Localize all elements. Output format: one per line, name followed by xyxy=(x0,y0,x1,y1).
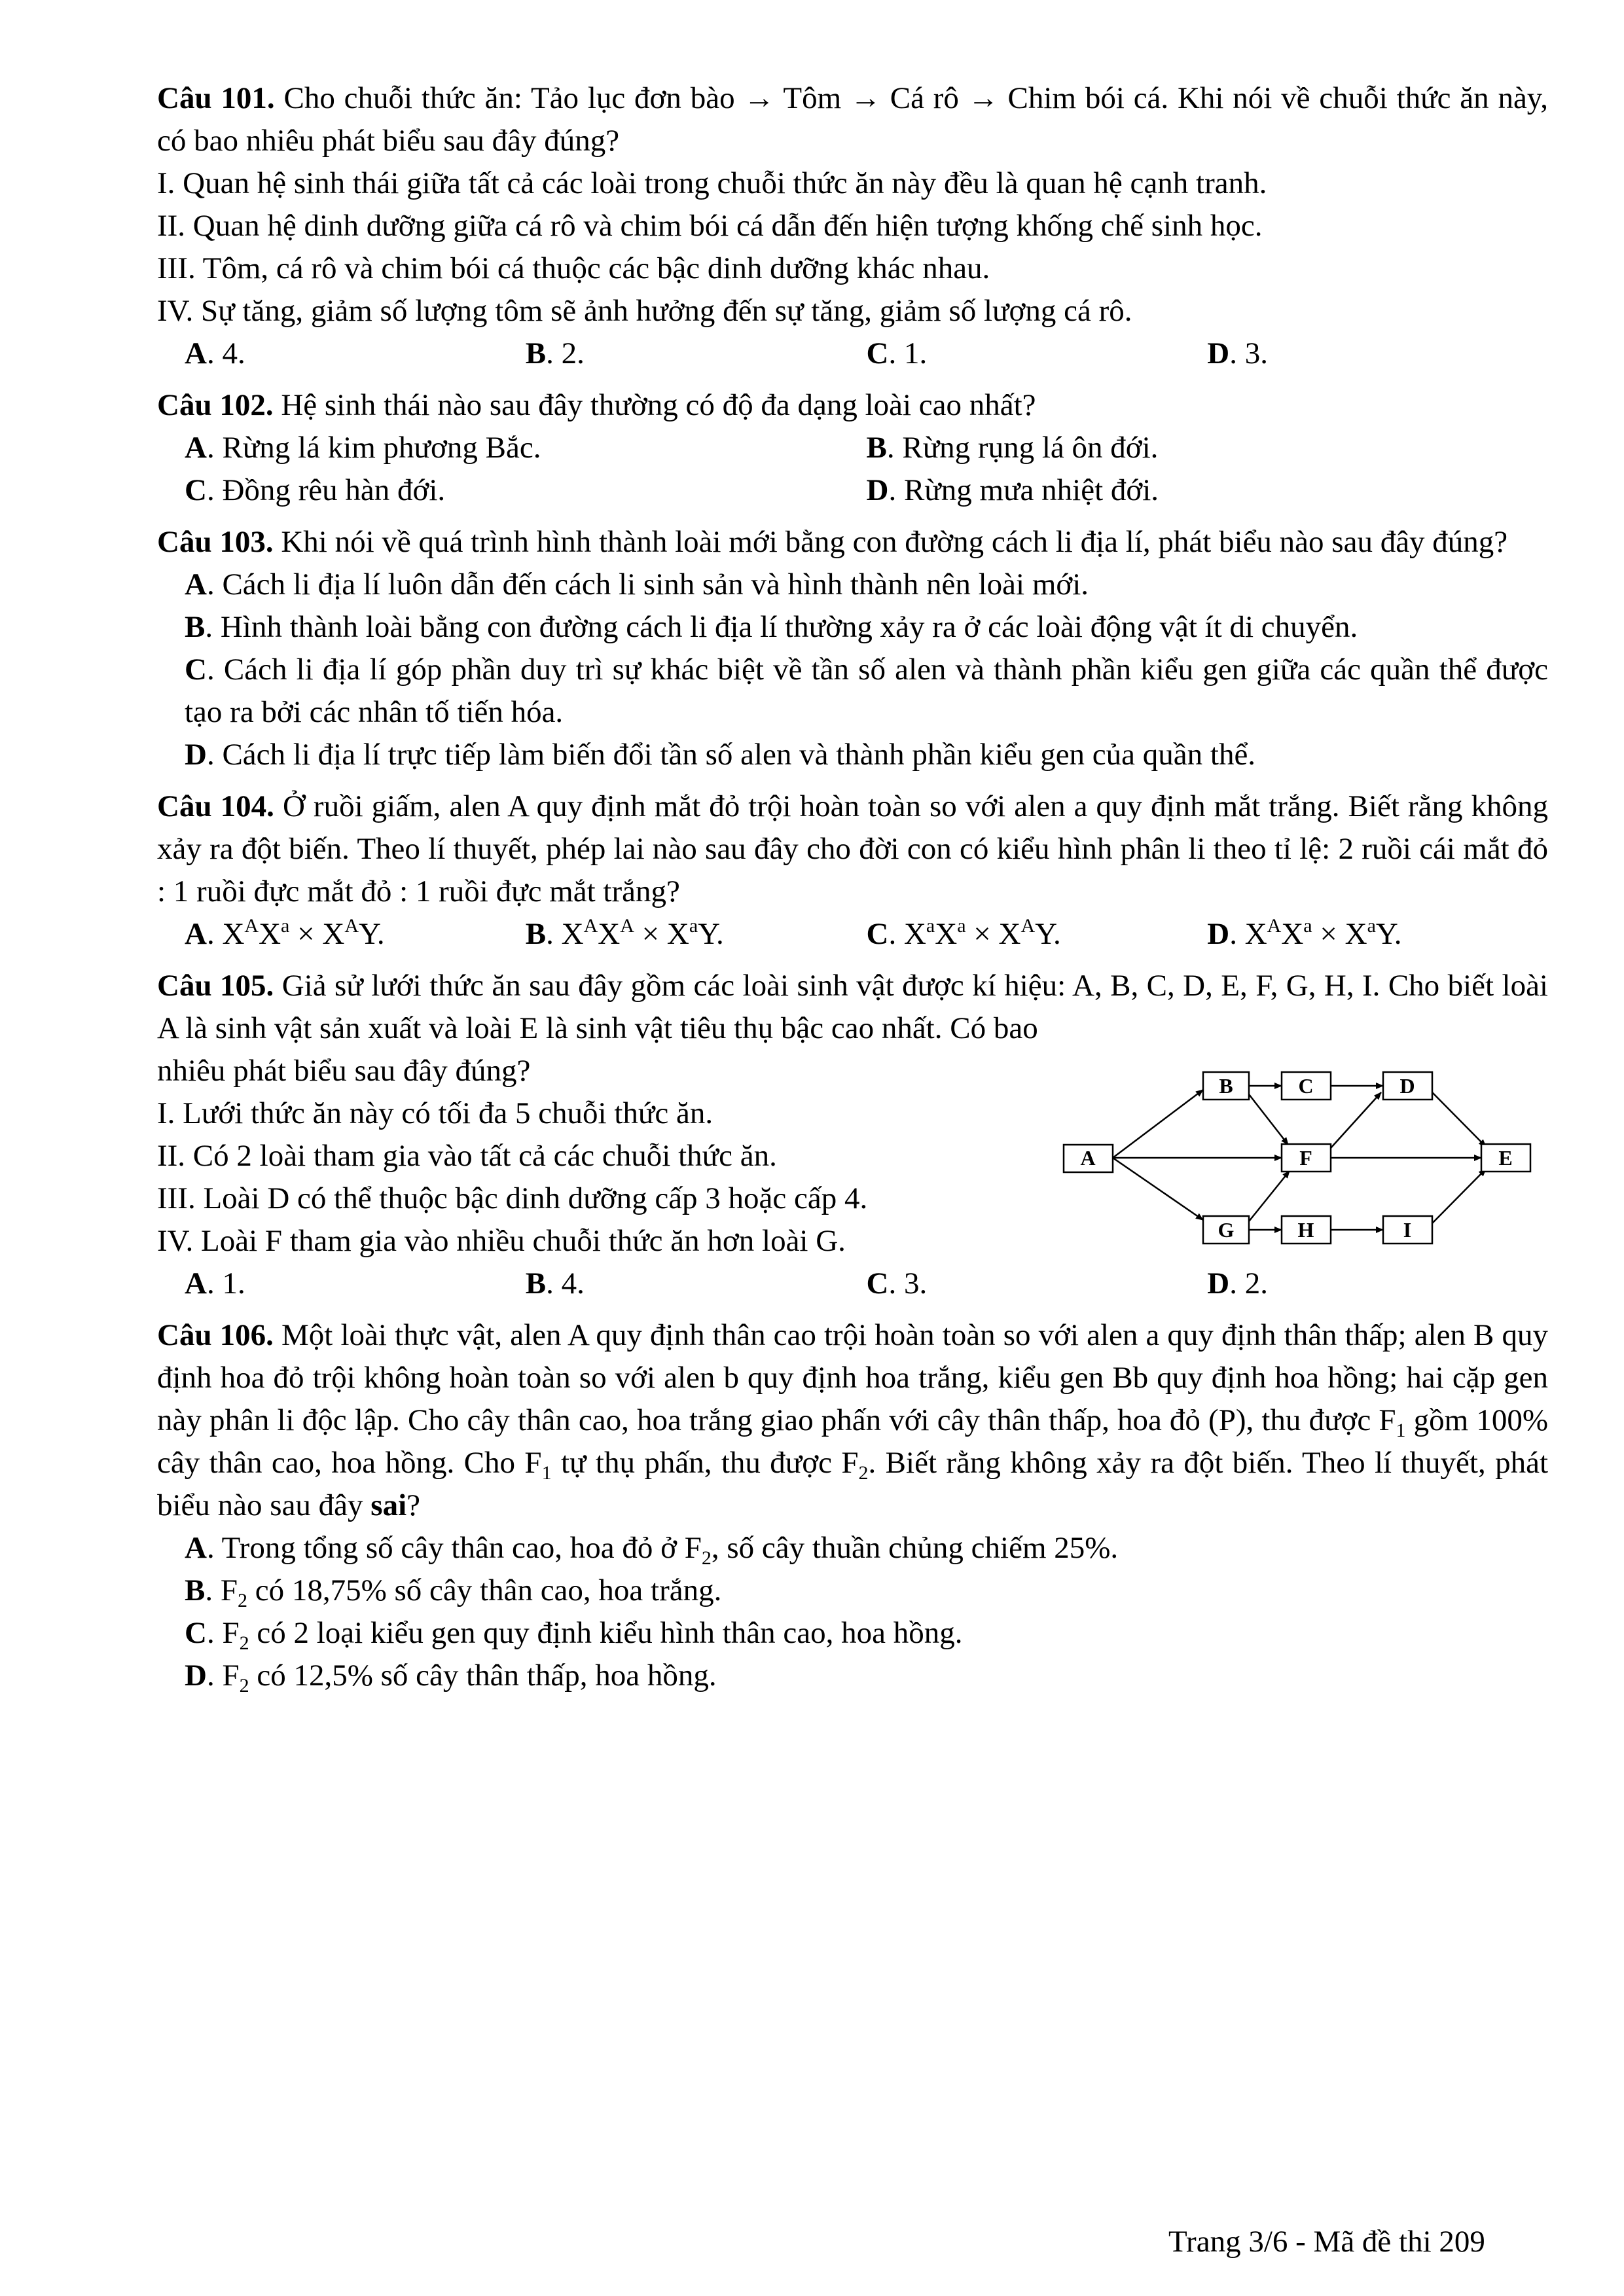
option-letter: A xyxy=(185,567,207,601)
option-text: . 1. xyxy=(206,1266,245,1300)
genotype-part: Y. xyxy=(1035,917,1061,951)
statement-4: IV. Sự tăng, giảm số lượng tôm sẽ ảnh hưởng đến sự tăng, giảm số lượng cá rô. xyxy=(157,294,1132,328)
option-a[interactable] xyxy=(185,332,526,375)
option-letter: A xyxy=(185,431,207,465)
option-c[interactable] xyxy=(867,332,1208,375)
question-103-stem xyxy=(157,521,1548,564)
allele-sup: a xyxy=(281,915,290,937)
option-letter: B xyxy=(525,917,547,951)
genotype-part: Y. xyxy=(358,917,385,951)
option-letter: C xyxy=(866,1266,889,1300)
node-f-label: F xyxy=(1299,1146,1312,1170)
options-row xyxy=(157,469,1548,512)
option-text: . Đồng rêu hàn đới. xyxy=(206,473,446,507)
question-text-continued: nhiêu phát biểu sau đây đúng? xyxy=(157,1054,531,1088)
option-letter: D xyxy=(185,738,207,772)
node-d xyxy=(1383,1072,1432,1100)
option-letter: A xyxy=(185,1266,207,1300)
option-b[interactable] xyxy=(526,913,867,956)
options-row xyxy=(157,913,1548,956)
option-letter: D xyxy=(1207,336,1230,370)
statement-4: IV. Loài F tham gia vào nhiều chuỗi thức ăn hơn loài G. xyxy=(157,1224,846,1258)
option-c[interactable] xyxy=(867,913,1208,956)
edge-b-f xyxy=(1249,1094,1288,1145)
option-b[interactable] xyxy=(157,606,1548,649)
genotype-part: X xyxy=(1244,917,1267,951)
option-text: . 3. xyxy=(1229,336,1268,370)
option-c[interactable] xyxy=(157,1612,1548,1655)
option-text: . 3. xyxy=(888,1266,928,1300)
question-104 xyxy=(157,785,1548,956)
option-a[interactable] xyxy=(157,1527,1548,1570)
option-letter: B xyxy=(185,1573,206,1607)
option-d[interactable] xyxy=(157,1655,1548,1697)
option-text: . Cách li địa lí trực tiếp làm biến đổi tần số alen và thành phần kiểu gen của quần thể. xyxy=(206,738,1256,772)
question-104-stem xyxy=(157,785,1548,913)
question-102-stem xyxy=(157,384,1548,427)
option-text: . F xyxy=(205,1573,238,1607)
node-h xyxy=(1282,1216,1331,1244)
option-letter: C xyxy=(185,1616,207,1650)
question-label: Câu 103. xyxy=(157,525,274,559)
subscript: 2 xyxy=(239,1675,249,1696)
genotype-part: X xyxy=(935,917,958,951)
genotype-part: × X xyxy=(289,917,345,951)
question-text: ? xyxy=(406,1488,421,1522)
allele-sup: a xyxy=(957,915,966,937)
question-label: Câu 105. xyxy=(157,969,274,1003)
option-sep: . xyxy=(888,917,904,951)
option-c[interactable] xyxy=(185,469,867,512)
options-row xyxy=(157,427,1548,469)
option-text: . Rừng lá kim phương Bắc. xyxy=(206,431,541,465)
node-b xyxy=(1203,1072,1249,1100)
node-g-label: G xyxy=(1218,1218,1235,1242)
allele-sup: A xyxy=(344,915,359,937)
genotype-part: X xyxy=(598,917,621,951)
node-c-label: C xyxy=(1298,1074,1314,1098)
node-e-label: E xyxy=(1498,1146,1513,1170)
genotype-part: × X xyxy=(634,917,689,951)
subscript: 2 xyxy=(239,1632,249,1654)
question-text: . Biết rằng không xảy ra đột biến. Theo lí thuyết, phát biểu nào sau đây xyxy=(157,1446,1549,1522)
option-text: , số cây thuần chủng chiếm 25%. xyxy=(711,1531,1119,1565)
subscript: 2 xyxy=(858,1462,869,1484)
option-text: . 2. xyxy=(1229,1266,1268,1300)
subscript: 2 xyxy=(701,1547,712,1569)
question-106 xyxy=(157,1314,1548,1697)
option-text: . Trong tổng số cây thân cao, hoa đỏ ở F xyxy=(206,1531,702,1565)
statement-1: I. Lưới thức ăn này có tối đa 5 chuỗi thức ăn. xyxy=(157,1096,713,1130)
statement-1: I. Quan hệ sinh thái giữa tất cả các loài trong chuỗi thức ăn này đều là quan hệ cạnh tranh. xyxy=(157,166,1267,200)
subscript: 2 xyxy=(238,1590,247,1611)
option-b[interactable] xyxy=(157,1570,1548,1612)
node-i-label: I xyxy=(1403,1218,1412,1242)
allele-sup: A xyxy=(1020,915,1036,937)
statement-3: III. Loài D có thể thuộc bậc dinh dưỡng cấp 3 hoặc cấp 4. xyxy=(157,1181,868,1215)
option-text: . Hình thành loài bằng con đường cách li địa lí thường xảy ra ở các loài động vật ít di chuyển. xyxy=(205,610,1358,644)
question-101 xyxy=(157,77,1548,375)
allele-sup: a xyxy=(1303,915,1312,937)
question-text: Một loài thực vật, alen A quy định thân cao trội hoàn toàn so với alen a quy định thân thấp; alen B quy định hoa đỏ trội không hoàn toàn so với alen b quy định hoa trắng, kiểu gen Bb quy định hoa hồng; hai cặp gen này phân li độc lập. Cho cây thân cao, hoa trắng giao phấn với cây thân thấp, hoa đỏ (P), thu được F xyxy=(157,1318,1548,1437)
option-letter: B xyxy=(525,336,547,370)
question-label: Câu 106. xyxy=(157,1318,274,1352)
node-b-label: B xyxy=(1219,1074,1233,1098)
option-letter: B xyxy=(525,1266,547,1300)
node-d-label: D xyxy=(1399,1074,1415,1098)
options-row xyxy=(157,1263,1548,1305)
option-letter: C xyxy=(185,653,207,687)
allele-sup: A xyxy=(1267,915,1282,937)
node-e xyxy=(1481,1144,1530,1172)
option-letter: D xyxy=(185,1659,207,1693)
genotype-part: X xyxy=(903,917,926,951)
option-letter: A xyxy=(185,917,207,951)
question-text: Ở ruồi giấm, alen A quy định mắt đỏ trội hoàn toàn so với alen a quy định mắt trắng. Biết rằng không xảy ra đột biến. Theo lí thuyết, phép lai nào sau đây cho đời con có kiểu hình phân li theo tỉ lệ: 2 ruồi cái mắt đỏ : 1 ruồi đực mắt đỏ : 1 ruồi đực mắt trắng? xyxy=(157,789,1548,908)
options-row xyxy=(157,332,1548,375)
question-label: Câu 104. xyxy=(157,789,274,823)
option-text: . 4. xyxy=(206,336,245,370)
edge-f-d xyxy=(1331,1092,1381,1148)
genotype-part: Y. xyxy=(1375,917,1402,951)
option-b[interactable] xyxy=(526,1263,867,1305)
node-a-label: A xyxy=(1080,1146,1096,1170)
option-text: có 2 loại kiểu gen quy định kiểu hình thân cao, hoa hồng. xyxy=(249,1616,963,1650)
option-c[interactable] xyxy=(867,1263,1208,1305)
option-sep: . xyxy=(546,917,562,951)
statement-2: II. Quan hệ dinh dưỡng giữa cá rô và chim bói cá dẫn đến hiện tượng khống chế sinh học. xyxy=(157,209,1263,243)
question-label: Câu 101. xyxy=(157,81,275,115)
question-text: tự thụ phấn, thu được F xyxy=(551,1446,859,1480)
edge-a-b xyxy=(1113,1090,1203,1158)
option-text: . F xyxy=(206,1616,240,1650)
statement-2: II. Có 2 loài tham gia vào tất cả các chuỗi thức ăn. xyxy=(157,1139,777,1173)
option-d[interactable] xyxy=(1207,332,1548,375)
option-c[interactable] xyxy=(157,649,1548,734)
option-sep: . xyxy=(206,917,223,951)
option-d[interactable] xyxy=(1207,913,1548,956)
genotype-part: × X xyxy=(1312,917,1367,951)
statements-column xyxy=(157,1050,1074,1263)
node-a xyxy=(1064,1145,1113,1172)
question-text: Cho chuỗi thức ăn: Tảo lục đơn bào → Tôm → Cá rô → Chim bói cá. Khi nói về chuỗi thức ăn này, có bao nhiêu phát biểu sau đây đúng? xyxy=(157,81,1548,158)
question-text: Giả sử lưới thức ăn sau đây gồm các loài sinh vật được kí hiệu: A, B, C, D, E, F, G, H, I. Cho biết loài A là sinh vật sản xuất và loài E là sinh vật tiêu thụ bậc cao nhất. Có bao xyxy=(157,969,1548,1045)
option-b[interactable] xyxy=(526,332,867,375)
question-text: Hệ sinh thái nào sau đây thường có độ đa dạng loài cao nhất? xyxy=(281,388,1036,422)
option-letter: D xyxy=(1207,917,1230,951)
food-web-diagram xyxy=(1054,1063,1624,1259)
genotype-part: X xyxy=(259,917,281,951)
option-a[interactable] xyxy=(185,913,526,956)
option-a[interactable] xyxy=(185,427,867,469)
question-103 xyxy=(157,521,1548,776)
genotype-part: X xyxy=(561,917,584,951)
option-text: . Cách li địa lí góp phần duy trì sự khác biệt về tần số alen và thành phần kiểu gen giữa các quần thể được tạo ra bởi các nhân tố tiến hóa. xyxy=(185,653,1548,729)
genotype-part: X xyxy=(1281,917,1304,951)
question-text: gồm 100% cây thân cao, hoa hồng. Cho F xyxy=(157,1403,1548,1480)
option-sep: . xyxy=(1229,917,1245,951)
option-d[interactable] xyxy=(157,734,1548,776)
edge-d-e xyxy=(1432,1092,1486,1147)
node-h-label: H xyxy=(1297,1218,1314,1242)
question-105-stem xyxy=(157,965,1548,1050)
subscript: 1 xyxy=(541,1462,552,1484)
option-text: . Rừng rụng lá ôn đới. xyxy=(886,431,1159,465)
option-b[interactable] xyxy=(867,427,1549,469)
question-105 xyxy=(157,965,1548,1305)
option-text: có 12,5% số cây thân thấp, hoa hồng. xyxy=(249,1659,717,1693)
option-text: . Cách li địa lí luôn dẫn đến cách li sinh sản và hình thành nên loài mới. xyxy=(206,567,1089,601)
option-letter: A xyxy=(185,1531,207,1565)
node-g xyxy=(1203,1216,1249,1244)
allele-sup: A xyxy=(583,915,598,937)
question-101-stem xyxy=(157,77,1548,162)
subscript: 1 xyxy=(1396,1420,1406,1441)
question-label: Câu 102. xyxy=(157,388,274,422)
option-letter: B xyxy=(866,431,887,465)
option-letter: D xyxy=(866,473,889,507)
option-letter: B xyxy=(185,610,206,644)
option-text: . 4. xyxy=(546,1266,585,1300)
option-letter: A xyxy=(185,336,207,370)
allele-sup: A xyxy=(620,915,634,937)
node-i xyxy=(1383,1216,1432,1244)
question-106-stem xyxy=(157,1314,1548,1527)
option-letter: D xyxy=(1207,1266,1230,1300)
allele-sup: a xyxy=(926,915,935,937)
option-a[interactable] xyxy=(185,1263,526,1305)
question-102 xyxy=(157,384,1548,512)
allele-sup: a xyxy=(689,915,698,937)
statement-3: III. Tôm, cá rô và chim bói cá thuộc các bậc dinh dưỡng khác nhau. xyxy=(157,251,990,285)
edge-g-f xyxy=(1249,1171,1290,1221)
option-text: . F xyxy=(206,1659,240,1693)
genotype-part: X xyxy=(222,917,245,951)
option-d[interactable] xyxy=(1207,1263,1548,1305)
node-f xyxy=(1282,1144,1331,1172)
page-footer: Trang 3/6 - Mã đề thi 209 xyxy=(1168,2225,1485,2259)
option-letter: C xyxy=(185,473,207,507)
exam-content xyxy=(157,77,1548,1697)
option-letter: C xyxy=(866,336,889,370)
genotype-part: × X xyxy=(965,917,1021,951)
option-text: . 2. xyxy=(546,336,585,370)
allele-sup: A xyxy=(244,915,259,937)
option-text: . Rừng mưa nhiệt đới. xyxy=(888,473,1159,507)
genotype-part: Y. xyxy=(698,917,724,951)
option-text: . 1. xyxy=(888,336,928,370)
node-c xyxy=(1282,1072,1331,1100)
option-letter: C xyxy=(866,917,889,951)
allele-sup: a xyxy=(1367,915,1376,937)
option-a[interactable] xyxy=(157,564,1548,606)
question-text: Khi nói về quá trình hình thành loài mới bằng con đường cách li địa lí, phát biểu nào sau đây đúng? xyxy=(281,525,1508,559)
edge-a-g xyxy=(1113,1158,1203,1220)
option-d[interactable] xyxy=(867,469,1549,512)
emphasis-word: sai xyxy=(370,1488,407,1522)
option-text: có 18,75% số cây thân cao, hoa trắng. xyxy=(247,1573,722,1607)
edge-i-e xyxy=(1432,1169,1486,1223)
